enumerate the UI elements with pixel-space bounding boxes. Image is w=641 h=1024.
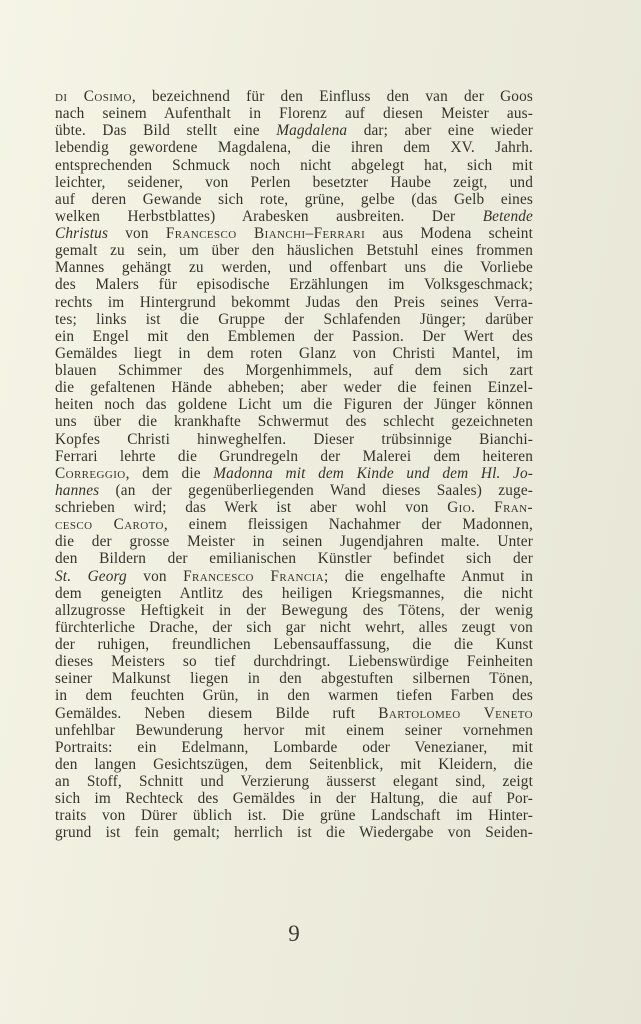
text-line: unfehlbar Bewunderung hervor mit einem seiner vornehmen bbox=[55, 721, 533, 739]
text-line: Portraits: ein Edelmann, Lombarde oder Venezianer, mit bbox=[55, 738, 533, 756]
text-line: Gemäldes liegt in dem roten Glanz von Christi Mantel, im bbox=[55, 344, 533, 362]
page-number: 9 bbox=[288, 921, 300, 946]
text-line: Gemäldes. Neben diesem Bilde ruft Bartolomeo Veneto bbox=[55, 704, 533, 722]
text-line: in dem feuchten Grün, in den warmen tiefen Farben des bbox=[55, 687, 533, 705]
text-line: an Stoff, Schnitt und Verzierung äusserst elegant sind, zeigt bbox=[55, 773, 533, 790]
text-line: blauen Schimmer des Morgenhimmels, auf dem sich zart bbox=[55, 362, 533, 379]
text-line: tes; links ist die Gruppe der Schlafenden Jünger; darüber bbox=[55, 310, 533, 328]
text-line: leichter, seidener, von Perlen besetzter Haube zeigt, und bbox=[55, 173, 533, 191]
text-line: Christus von Francesco Bianchi–Ferrari aus Modena scheint bbox=[55, 225, 533, 242]
text-line: uns über die krankhafte Schwermut des schlecht gezeichneten bbox=[55, 413, 533, 431]
text-line: nach seinem Aufenthalt in Florenz auf diesen Meister aus- bbox=[55, 105, 533, 123]
text-line: den Bildern der emilianischen Künstler befindet sich der bbox=[55, 550, 533, 568]
text-line: rechts im Hintergrund bekommt Judas den Preis seines Verra- bbox=[55, 293, 533, 311]
text-line: den langen Gesichtszügen, dem Seitenblick, mit Kleidern, die bbox=[55, 755, 533, 773]
page-text bbox=[55, 88, 533, 842]
text-line: die der grosse Meister in seinen Jugendjahren malte. Unter bbox=[55, 533, 533, 551]
text-line: dieses Meisters so tief durchdringt. Liebenswürdige Feinheiten bbox=[55, 653, 533, 671]
text-line: lebendig gewordene Magdalena, die ihren dem XV. Jahrh. bbox=[55, 139, 533, 157]
text-line: heiten noch das goldene Licht um die Figuren der Jünger können bbox=[55, 396, 533, 414]
text-line: sich im Rechteck des Gemäldes in der Haltung, die auf Por- bbox=[55, 790, 533, 808]
text-line: welken Herbstblattes) Arabesken ausbreiten. Der Betende bbox=[55, 207, 533, 225]
text-line: Correggio, dem die Madonna mit dem Kinde und dem Hl. Jo- bbox=[55, 464, 533, 482]
text-line: allzugrosse Heftigkeit in der Bewegung des Tötens, der wenig bbox=[55, 601, 533, 619]
text-line: dem geneigten Antlitz des heiligen Kriegsmannes, die nicht bbox=[55, 584, 533, 602]
text-line: des Malers für episodische Erzählungen im Volksgeschmack; bbox=[55, 276, 533, 294]
text-line: fürchterliche Drache, der sich gar nicht wehrt, alles zeugt von bbox=[55, 618, 533, 636]
text-line: gemalt zu sein, um über den häuslichen Betstuhl eines frommen bbox=[55, 242, 533, 260]
text-line: der ruhigen, freundlichen Lebensauffassung, die die Kunst bbox=[55, 636, 533, 653]
text-line: auf deren Gewande sich rote, grüne, gelbe (das Gelb eines bbox=[55, 190, 533, 208]
text-line: Kopfes Christi hinweghelfen. Dieser trübsinnige Bianchi- bbox=[55, 430, 533, 448]
text-line: St. Georg von Francesco Francia; die engelhafte Anmut in bbox=[55, 567, 533, 585]
text-line: di Cosimo, bezeichnend für den Einfluss den van der Goos bbox=[55, 88, 533, 105]
text-line: hannes (an der gegenüberliegenden Wand dieses Saales) zuge- bbox=[55, 481, 533, 499]
text-line: die gefaltenen Hände abheben; aber weder die feinen Einzel- bbox=[55, 379, 533, 397]
text-line: cesco Caroto, einem fleissigen Nachahmer der Madonnen, bbox=[55, 516, 533, 534]
text-line: schrieben wird; das Werk ist aber wohl von Gio. Fran- bbox=[55, 499, 533, 516]
text-line: grund ist fein gemalt; herrlich ist die Wiedergabe von Seiden- bbox=[55, 824, 533, 842]
text-line: traits von Dürer üblich ist. Die grüne Landschaft im Hinter- bbox=[55, 807, 533, 825]
text-line: Ferrari lehrte die Grundregeln der Malerei dem heiteren bbox=[55, 447, 533, 465]
text-line: ein Engel mit den Emblemen der Passion. Der Wert des bbox=[55, 327, 533, 345]
text-line: übte. Das Bild stellt eine Magdalena dar; aber eine wieder bbox=[55, 122, 533, 140]
text-line: entsprechenden Schmuck noch nicht abgelegt hat, sich mit bbox=[55, 156, 533, 174]
text-line: seiner Malkunst liegen in den abgestuften silbernen Tönen, bbox=[55, 670, 533, 688]
text-line: Mannes gehängt zu werden, und offenbart uns die Vorliebe bbox=[55, 259, 533, 277]
